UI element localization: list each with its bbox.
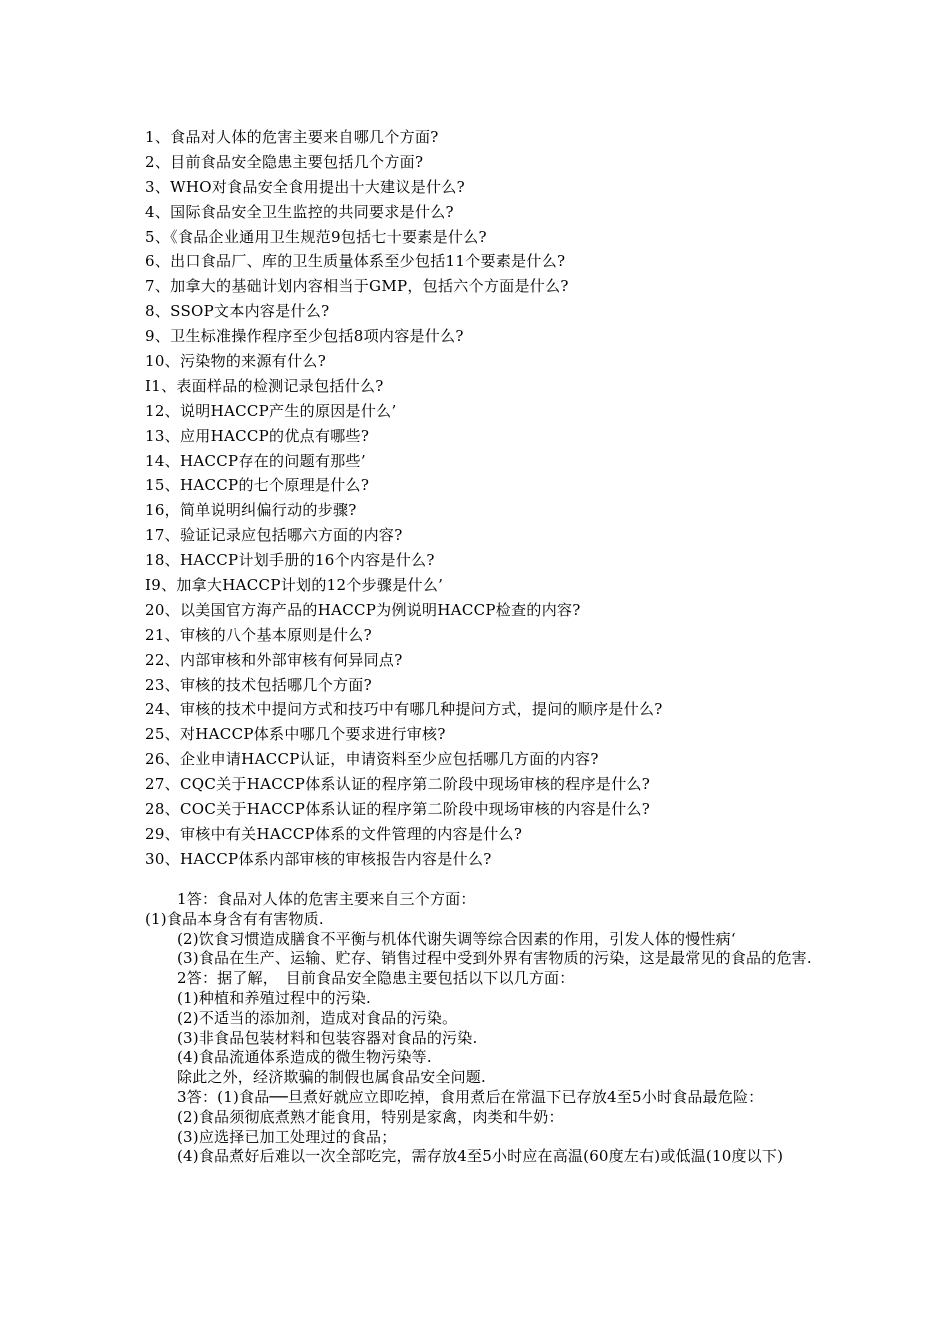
question-item: 28、COC关于HACCP体系认证的程序第二阶段中现场审核的内容是什么? bbox=[145, 800, 651, 819]
answer-paragraph: (4)食品煮好后难以一次全部吃完，需存放4至5小时应在高温(60度左右)或低温(10度以下) bbox=[177, 1147, 784, 1166]
question-item: 27、CQC关于HACCP体系认证的程序第二阶段中现场审核的程序是什么? bbox=[145, 775, 651, 794]
question-list bbox=[145, 125, 825, 872]
answer-paragraph: (1)种植和养殖过程中的污染. bbox=[177, 988, 372, 1007]
question-item: 30、HACCP体系内部审核的审核报告内容是什么? bbox=[145, 849, 492, 868]
question-item: 18、HACCP计划手册的16个内容是什么? bbox=[145, 551, 435, 570]
question-item: 9、卫生标准操作程序至少包括8项内容是什么? bbox=[145, 327, 464, 346]
question-item: 25、对HACCP体系中哪几个要求进行审核? bbox=[145, 725, 446, 744]
question-item: I9、加拿大HACCP计划的12个步骤是什么’ bbox=[145, 576, 444, 595]
answer-paragraph: (3)食品在生产、运输、贮存、销售过程中受到外界有害物质的污染，这是最常见的食品的危害. bbox=[177, 949, 812, 968]
answer-paragraph: (1)食品本身含有有害物质. bbox=[145, 909, 324, 928]
question-item: 1、食品对人体的危害主要来自哪几个方面? bbox=[145, 128, 439, 146]
question-item: 7、加拿大的基础计划内容相当于GMP，包括六个方面是什么? bbox=[145, 277, 569, 296]
question-item: 22、内部审核和外部审核有何异同点? bbox=[145, 650, 403, 669]
question-item: 4、国际食品安全卫生监控的共同要求是什么? bbox=[145, 202, 454, 221]
question-item: 3、WHO对食品安全食用提出十大建议是什么? bbox=[145, 177, 465, 196]
answer-paragraph: (4)食品流通体系造成的微生物污染等. bbox=[177, 1048, 432, 1067]
question-item: 13、应用HACCP的优点有哪些? bbox=[145, 426, 370, 445]
answer-paragraph: 2答：据了解， 目前食品安全隐患主要包括以下以几方面： bbox=[177, 969, 575, 988]
question-item: 12、说明HACCP产生的原因是什么’ bbox=[145, 401, 397, 420]
question-item: 8、SSOP文本内容是什么? bbox=[145, 302, 330, 321]
question-item: 20、以美国官方海产品的HACCP为例说明HACCP检查的内容? bbox=[145, 600, 581, 619]
question-item: 14、HACCP存在的问题有那些’ bbox=[145, 451, 366, 470]
answer-paragraph: (2)食品须彻底煮熟才能食用，特别是家禽，肉类和牛奶： bbox=[177, 1107, 564, 1126]
question-item: I1、表面样品的检测记录包括什么? bbox=[145, 376, 384, 395]
answer-paragraph: (3)非食品包装材料和包装容器对食品的污染. bbox=[177, 1028, 478, 1047]
question-item: 26、企业申请HACCP认证，申请资料至少应包括哪几方面的内容? bbox=[145, 750, 599, 769]
answer-paragraph: (3)应选择已加工处理过的食品； bbox=[177, 1127, 397, 1146]
question-item: 24、审核的技术中提问方式和技巧中有哪几种提问方式，提问的顺序是什么? bbox=[145, 700, 663, 719]
answer-paragraph: 3答：(1)食品──旦煮好就应立即吃掉，食用煮后在常温下已存放4至5小时食品最危险： bbox=[177, 1087, 764, 1106]
question-item: 10、污染物的来源有什么? bbox=[145, 352, 327, 371]
answer-paragraph: (2)饮食习惯造成膳食不平衡与机体代谢失调等综合因素的作用，引发人体的慢性病‘ bbox=[177, 929, 736, 948]
answer-paragraph: (2)不适当的添加剂，造成对食品的污染。 bbox=[177, 1008, 458, 1027]
question-item: 5、《食品企业通用卫生规范9包括七十要素是什么? bbox=[145, 227, 487, 246]
question-item: 23、审核的技术包括哪几个方面? bbox=[145, 675, 372, 694]
question-item: 21、审核的八个基本原则是什么? bbox=[145, 625, 372, 644]
answer-paragraph: 1答：食品对人体的危害主要来自三个方面： bbox=[177, 890, 476, 908]
answer-section bbox=[145, 890, 813, 1167]
answer-paragraph: 除此之外，经济欺骗的制假也属食品安全问题. bbox=[177, 1068, 486, 1087]
question-item: 17、验证记录应包括哪六方面的内容? bbox=[145, 526, 403, 545]
question-item: 16，简单说明纠偏行动的步骤? bbox=[145, 501, 357, 520]
question-item: 2、目前食品安全隐患主要包括几个方面? bbox=[145, 152, 424, 171]
question-item: 15、HACCP的七个原理是什么? bbox=[145, 476, 370, 495]
question-item: 29、审核中有关HACCP体系的文件管理的内容是什么? bbox=[145, 824, 523, 843]
question-item: 6、出口食品厂、库的卫生质量体系至少包括11个要素是什么? bbox=[145, 252, 566, 271]
